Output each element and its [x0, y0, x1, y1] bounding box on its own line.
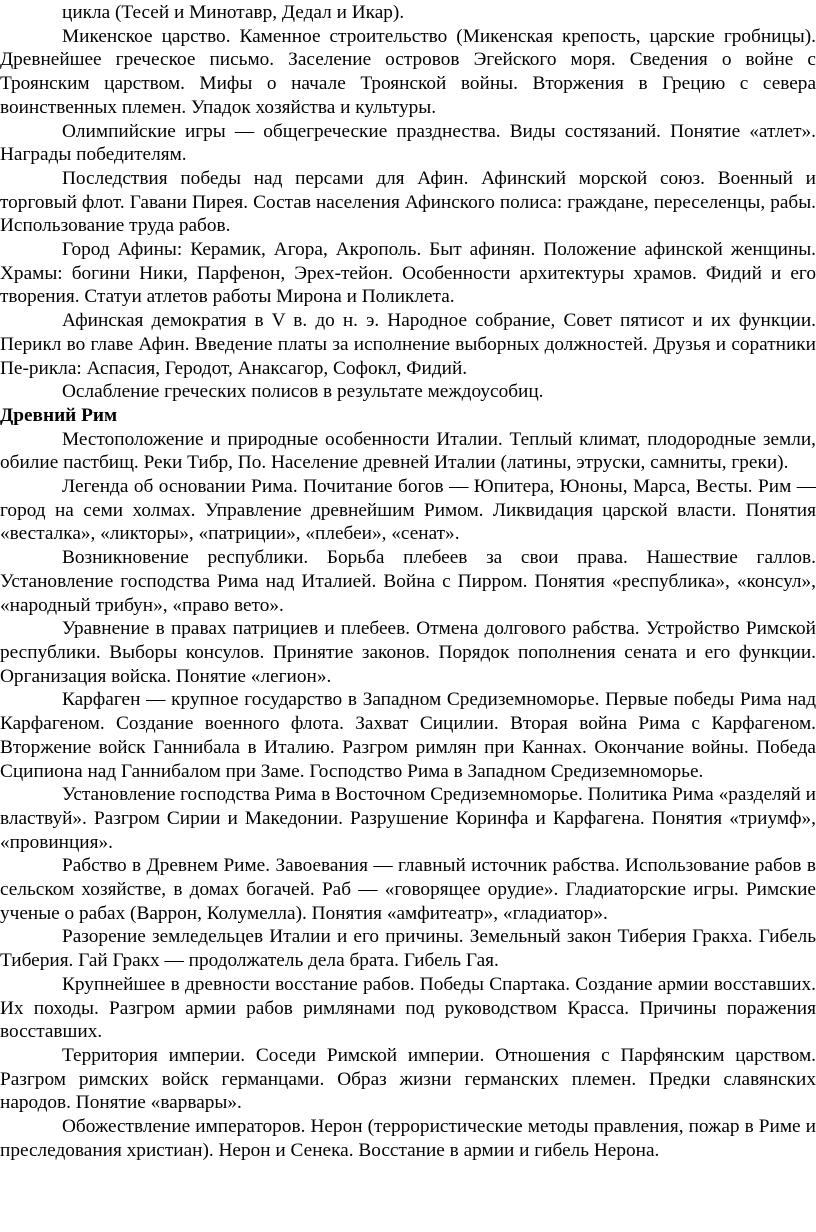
section-heading-ancient-rome: Древний Рим: [0, 404, 118, 426]
rome-paragraph-slavery: Рабство в Древнем Риме. Завоевания — главный источник рабства. Использование рабов в сельском хозяйстве, в домах богачей. Раб — «говорящее орудие». Гладиаторские игры. Римские ученые о рабах (Варрон, Колумелла). Понятия «амфитеатр», «гладиатор».: [0, 855, 816, 924]
intro-fragment: цикла (Тесей и Минотавр, Дедал и Икар).: [62, 2, 405, 23]
greece-paragraph-athenian-democracy: Афинская демократия в V в. до н. э. Народное собрание, Совет пятисот и их функции. Перикл во главе Афин. Введение платы за исполнение выборных должностей. Друзья и соратники Пе-рикла: Аспасия, Геродот, Анаксагор, Софокл, Фидий.: [0, 310, 816, 379]
rome-paragraph-patricians-plebeians: Уравнение в правах патрициев и плебеев. Отмена долгового рабства. Устройство Римской республики. Выборы консулов. Принятие законов. Порядок пополнения сената и его функции. Организация войска. Понятие «легион».: [0, 618, 816, 687]
greece-paragraph-olympics: Олимпийские игры — общегреческие празднества. Виды состязаний. Понятие «атлет». Награды победителям.: [0, 120, 816, 166]
greece-paragraph-city-of-athens: Город Афины: Керамик, Агора, Акрополь. Быт афинян. Положение афинской женщины. Храмы: богини Ники, Парфенон, Эрех-тейон. Особенности архитектуры храмов. Фидий и его творения. Статуи атлетов работы Мирона и Поликлета.: [0, 239, 816, 308]
rome-paragraph-empire-territory: Территория империи. Соседи Римской империи. Отношения с Парфянским царством. Разгром римских войск германцами. Образ жизни германских племен. Предки славянских народов. Понятие «варвары».: [0, 1044, 816, 1114]
rome-paragraph-carthage: Карфаген — крупное государство в Западном Средиземноморье. Первые победы Рима над Карфагеном. Создание военного флота. Захват Сицилии. Вторая война Рима с Карфагеном. Вторжение войск Ганнибала в Италию. Разгром римлян при Каннах. Окончание войны. Победа Сципиона над Ганнибалом при Заме. Господство Рима в Западном Средиземноморье.: [0, 689, 816, 782]
greece-paragraph-mycenae: Микенское царство. Каменное строительство (Микенская крепость, царские гробницы). Древнейшее греческое письмо. Заселение островов Эгейского моря. Сведения о войне с Троянским царством. Мифы о начале Троянской войны. Вторжения в Грецию с севера воинственных племен. Упадок хозяйства и культуры.: [0, 25, 816, 118]
rome-paragraph-spartacus: Крупнейшее в древности восстание рабов. Победы Спартака. Создание армии восставших. Их походы. Разгром армии рабов римлянами под руководством Красса. Причины поражения восставших.: [0, 973, 816, 1043]
greece-paragraph-athens-after-persians: Последствия победы над персами для Афин. Афинский морской союз. Военный и торговый флот. Гавани Пирея. Состав населения Афинского полиса: граждане, переселенцы, рабы. Использование труда рабов.: [0, 167, 816, 237]
rome-paragraph-eastern-mediterranean: Установление господства Рима в Восточном Средиземноморье. Политика Рима «разделяй и властвуй». Разгром Сирии и Македонии. Разрушение Коринфа и Карфагена. Понятия «триумф», «провинция».: [0, 784, 816, 853]
rome-paragraph-founding-legend: Легенда об основании Рима. Почитание богов — Юпитера, Юноны, Марса, Весты. Рим — город на семи холмах. Управление древнейшим Римом. Ликвидация царской власти. Понятия «весталка», «ликторы», «патриции», «плебеи», «сенат».: [0, 476, 816, 545]
greece-paragraph-weakening-poleis: Ослабление греческих полисов в результате междоусобиц.: [62, 381, 544, 403]
rome-paragraph-gracchi: Разорение земледельцев Италии и его причины. Земельный закон Тиберия Гракха. Гибель Тиберия. Гай Гракх — продолжатель дела брата. Гибель Гая.: [0, 926, 816, 972]
rome-paragraph-nero: Обожествление императоров. Нерон (террористические методы правления, пожар в Риме и преследования христиан). Нерон и Сенека. Восстание в армии и гибель Нерона.: [0, 1116, 816, 1161]
rome-paragraph-italy-geography: Местоположение и природные особенности Италии. Теплый климат, плодородные земли, обилие пастбищ. Реки Тибр, По. Население древней Италии (латины, этруски, самниты, греки).: [0, 428, 816, 474]
rome-paragraph-republic-origin: Возникновение республики. Борьба плебеев за свои права. Нашествие галлов. Установление господства Рима над Италией. Война с Пирром. Понятия «республика», «консул», «народный трибун», «право вето».: [0, 547, 816, 616]
